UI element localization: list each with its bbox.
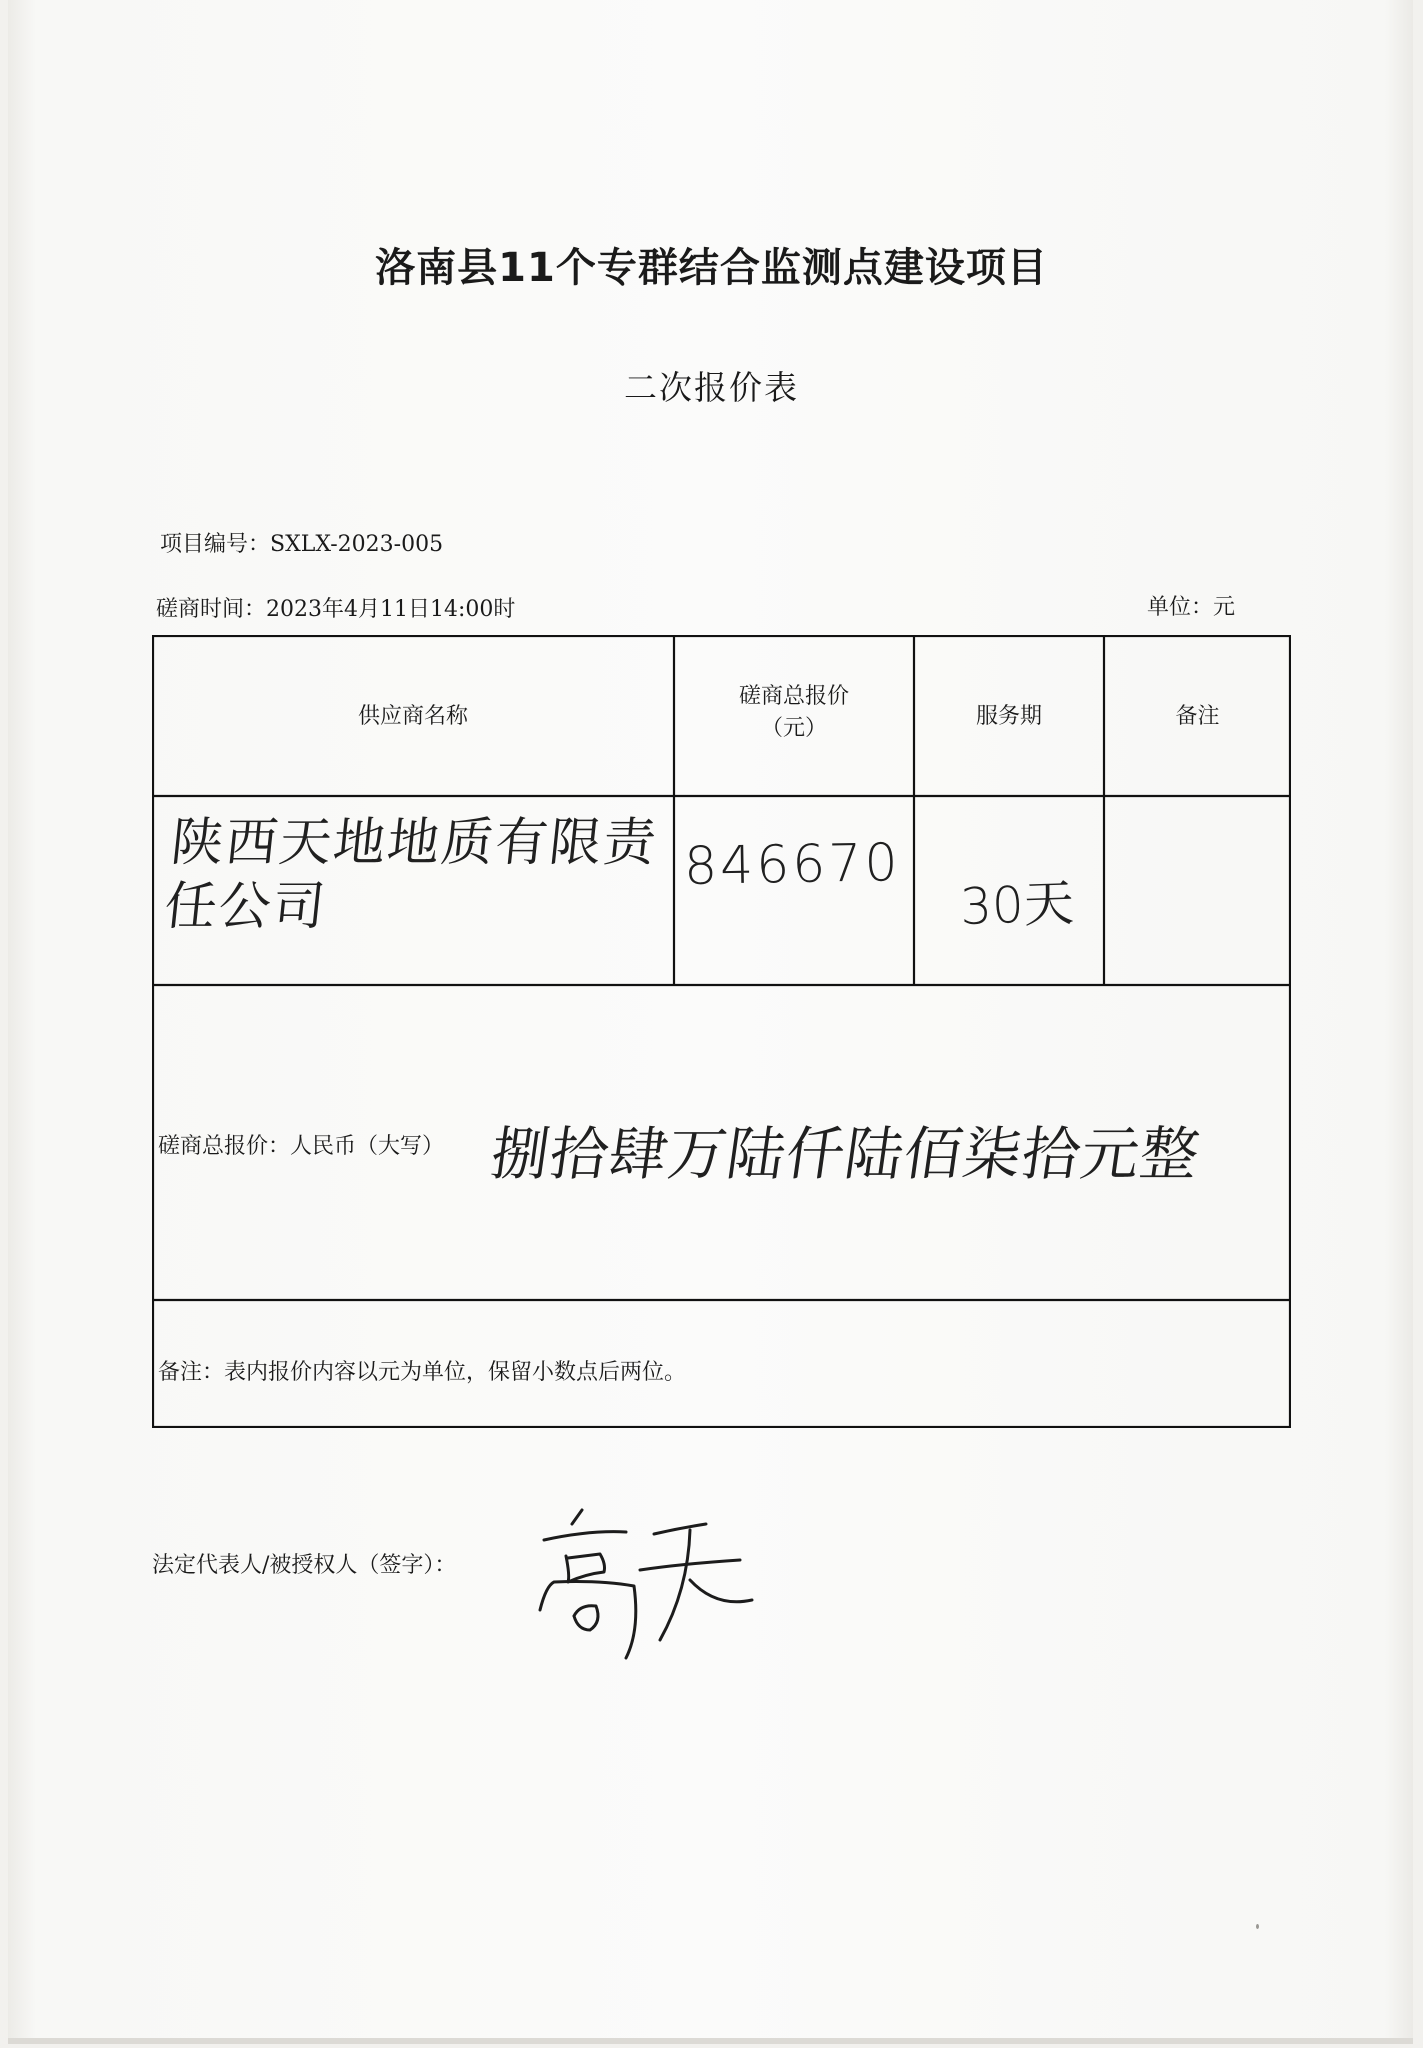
signature-label: 法定代表人/被授权人（签字）：	[152, 1553, 457, 1578]
table-note: 备注：表内报价内容以元为单位，保留小数点后两位。	[158, 1360, 687, 1385]
page-bottom-edge	[8, 2038, 1413, 2044]
currency-unit: 单位：元	[1147, 595, 1236, 620]
header-total-price-line2: （元）	[760, 716, 827, 741]
total-price-handwritten: 846670	[683, 833, 902, 897]
header-total-price-line1: 磋商总报价	[738, 684, 849, 709]
paper-speck	[1256, 1924, 1259, 1929]
service-period-handwritten: 30天	[959, 874, 1075, 936]
document-title: 洛南县11个专群结合监测点建设项目	[375, 245, 1048, 291]
supplier-name-handwritten: 陕西天地地质有限责任公司	[161, 813, 661, 937]
project-number: 项目编号：SXLX-2023-005	[160, 532, 444, 557]
header-total-price	[674, 681, 914, 745]
header-remark: 备注	[1175, 704, 1220, 729]
quotation-table	[152, 635, 1291, 1428]
handwritten-signature	[530, 1490, 770, 1670]
header-supplier-name: 供应商名称	[357, 704, 468, 729]
total-in-words-label: 磋商总报价：人民币（大写）	[158, 1134, 445, 1159]
document-subtitle: 二次报价表	[624, 368, 799, 407]
header-service-period: 服务期	[975, 704, 1042, 729]
total-in-words-handwritten: 捌拾肆万陆仟陆佰柒拾元整	[486, 1120, 1205, 1188]
negotiation-time: 磋商时间：2023年4月11日14:00时	[156, 597, 516, 622]
table-grid-lines	[152, 635, 1291, 1428]
